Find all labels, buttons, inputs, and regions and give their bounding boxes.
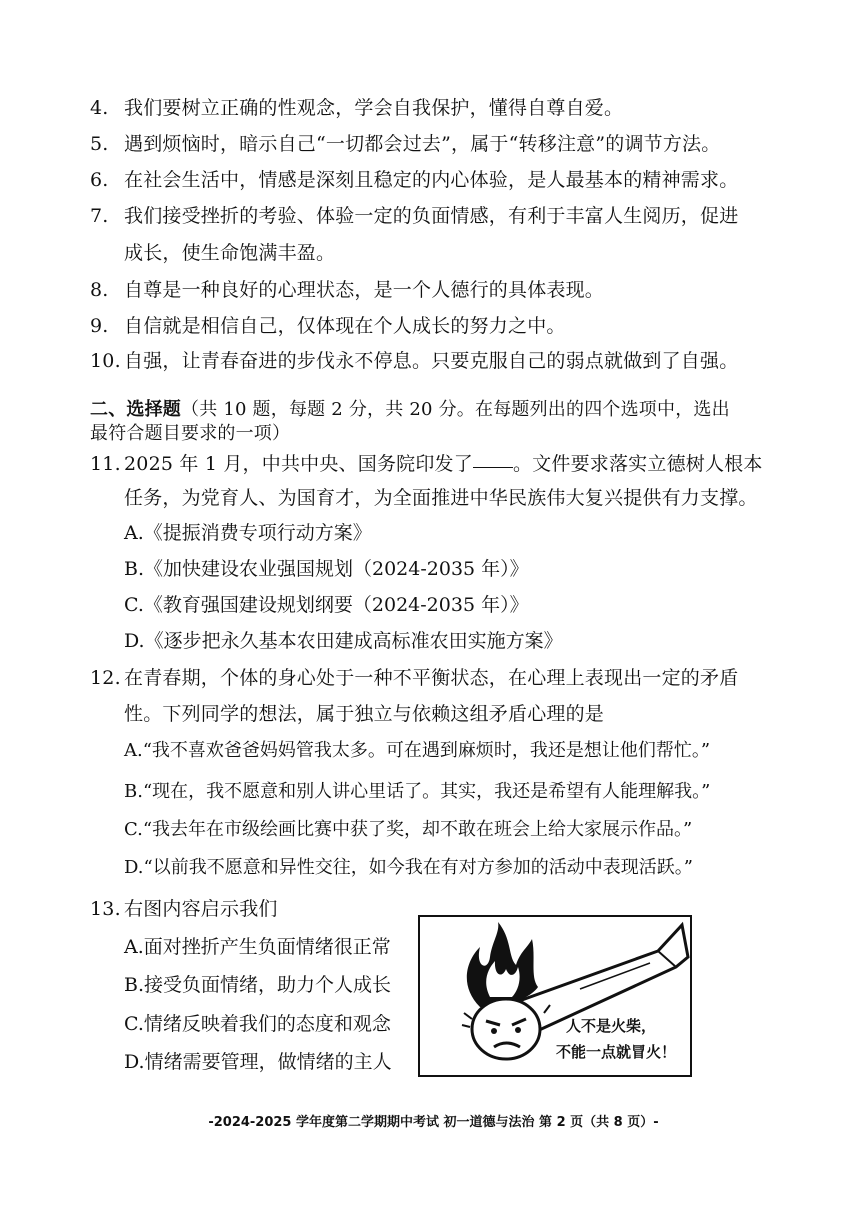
question-12-stem-line2: 性。下列同学的想法，属于独立与依赖这组矛盾心理的是 [124,703,605,725]
question-13-option-c[interactable]: C.情绪反映着我们的态度和观念 [124,1013,391,1035]
item-8: 8. 自尊是一种良好的心理状态，是一个人德行的具体表现。 [90,279,605,301]
answer-blank [473,453,513,468]
question-12-option-c[interactable]: C.“我去年在市级绘画比赛中获了奖，却不敢在班会上给大家展示作品。” [124,819,693,840]
cartoon-caption-line1: 人不是火柴， [566,1017,657,1035]
question-13-option-d[interactable]: D.情绪需要管理，做情绪的主人 [124,1051,392,1073]
question-13-option-a[interactable]: A.面对挫折产生负面情绪很正常 [124,936,391,958]
section-2-desc: 最符合题目要求的一项） [90,423,291,444]
question-11-option-b[interactable]: B.《加快建设农业强国规划（2024-2035 年）》 [124,558,529,580]
item-10: 10. 自强，让青春奋进的步伐永不停息。只要克服自己的弱点就做到了自强。 [90,350,739,372]
item-4: 4. 我们要树立正确的性观念，学会自我保护，懂得自尊自爱。 [90,97,624,119]
page-footer: -2024-2025 学年度第二学期期中考试 初一道德与法治 第 2 页（共 8 页）- [208,1115,659,1130]
match-cartoon [418,915,692,1077]
item-5: 5. 遇到烦恼时，暗示自己“一切都会过去”，属于“转移注意”的调节方法。 [90,133,721,155]
item-7-continued: 成长，使生命饱满丰盈。 [124,242,336,264]
question-13-stem: 13. 右图内容启示我们 [90,898,278,920]
cartoon-caption-line2: 不能一点就冒火！ [556,1043,677,1061]
item-9: 9. 自信就是相信自己，仅体现在个人成长的努力之中。 [90,315,566,337]
question-11-option-d[interactable]: D.《逐步把永久基本农田建成高标准农田实施方案》 [124,630,563,652]
section-2-heading: 二、选择题（共 10 题，每题 2 分，共 20 分。在每题列出的四个选项中，选出 [90,399,730,420]
item-6: 6. 在社会生活中，情感是深刻且稳定的内心体验，是人最基本的精神需求。 [90,169,739,191]
question-12-option-a[interactable]: A.“我不喜欢爸爸妈妈管我太多。可在遇到麻烦时，我还是想让他们帮忙。” [124,740,711,761]
question-11-stem: 11. 2025 年 1 月，中共中央、国务院印发了 。文件要求落实立德树人根本 [90,453,763,475]
question-11-option-c[interactable]: C.《教育强国建设规划纲要（2024-2035 年）》 [124,594,529,616]
question-11-stem-line2: 任务，为党育人、为国育才，为全面推进中华民族伟大复兴提供有力支撑。 [124,487,758,509]
question-12-stem: 12. 在青春期，个体的身心处于一种不平衡状态，在心理上表现出一定的矛盾 [90,667,739,689]
item-7: 7. 我们接受挫折的考验、体验一定的负面情感，有利于丰富人生阅历，促进 [90,205,739,227]
question-12-option-d[interactable]: D.“以前我不愿意和异性交往，如今我在有对方参加的活动中表现活跃。” [124,857,693,878]
question-13-option-b[interactable]: B.接受负面情绪，助力个人成长 [124,974,392,996]
question-12-option-b[interactable]: B.“现在，我不愿意和别人讲心里话了。其实，我还是希望有人能理解我。” [124,781,711,802]
question-11-option-a[interactable]: A.《提振消费专项行动方案》 [124,522,372,544]
